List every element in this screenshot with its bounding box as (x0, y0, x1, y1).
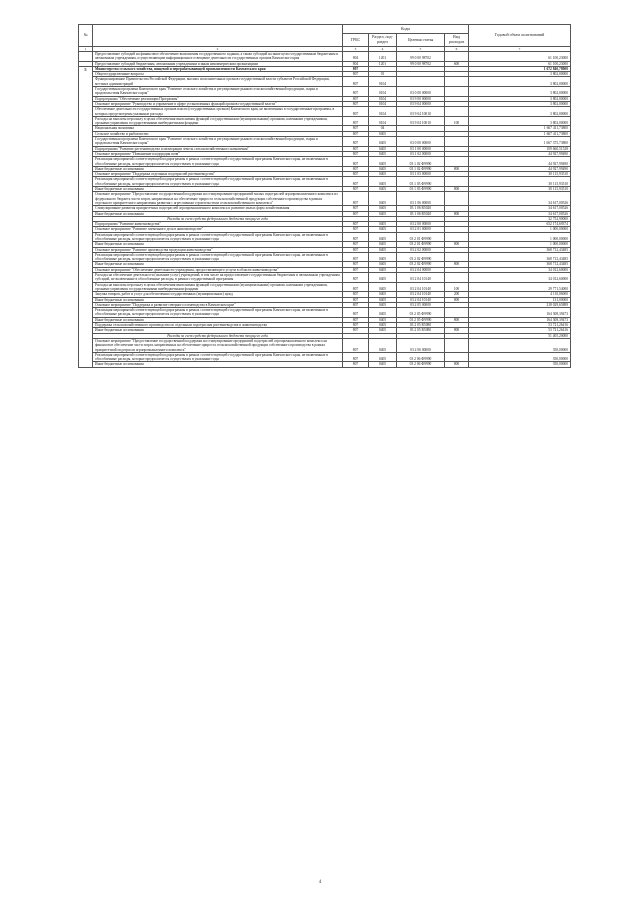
target-article-code: 03 9 04 10010 (397, 116, 445, 126)
expense-name: Иные бюджетные ассигнования (93, 328, 343, 333)
target-article-code: 03 1 03 Ф9990 (397, 177, 445, 187)
expense-name: Основное мероприятие "Развитие племенного дела в животноводстве" (93, 227, 343, 232)
expense-name: Предоставление субсидий на финансовое обеспечение выполнения государственного задания, а также субсидий на иные цели государственным бюджетным и автономным учреждениям, осуществляющим информационное освещение деятельности государственных органов Камчатского края (93, 52, 343, 62)
table-row (79, 338, 571, 352)
expense-type-code (445, 232, 469, 242)
target-article-code: 03 9 00 00000 (397, 96, 445, 101)
expense-name: Расходы на выплаты персоналу в целях обеспечения выполнения функций государственными (муниципальными) органами, казенными учреждениями, органами управления государственными внебюджетными фондами (93, 282, 343, 292)
target-article-code: 03 2 05 R5080 (397, 323, 445, 328)
target-article-code: 03 1 03 Ф9990 (397, 187, 445, 192)
annual-amount: 131,00000 (469, 297, 571, 302)
grbs-code: 804 (343, 52, 369, 62)
target-article-code: 03 2 04 10140 (397, 273, 445, 283)
grbs-code: 807 (343, 206, 369, 211)
expense-name: Иные бюджетные ассигнования (93, 211, 343, 216)
expense-name: Основное мероприятие "Обеспечение деятельности учреждения, предоставляющего услуги в области животноводства" (93, 267, 343, 272)
table-row (79, 177, 571, 187)
target-article-code: 03 2 04 10140 (397, 282, 445, 292)
expense-type-code (445, 192, 469, 206)
table-header (79, 25, 571, 52)
annual-amount: 30 115,93510 (469, 187, 571, 192)
target-article-code: 03 2 01 Ф9990 (397, 242, 445, 247)
column-number: 7 (469, 47, 571, 52)
expense-name: Реализация мероприятий соответствующей подпрограммы в рамках соответствующей государственной программы Камчатского края, не включенные в обособленные расходы, которые предполагается осуществлять в указанные годы (93, 252, 343, 262)
expense-name: Реализация мероприятий соответствующей подпрограммы в рамках соответствующей государственной программы Камчатского края, не включенные в обособленные расходы, которые предполагается осуществлять в указанные годы (93, 352, 343, 362)
grbs-code: 807 (343, 352, 369, 362)
expense-type-code: 200 (445, 292, 469, 297)
expense-type-code (445, 52, 469, 62)
annual-amount: 1 000,00000 (469, 227, 571, 232)
expense-type-code: 800 (445, 297, 469, 302)
expense-name: Национальная экономика (93, 126, 343, 131)
expense-type-code (445, 338, 469, 352)
section-code: 0405 (369, 137, 397, 147)
target-article-code: 03 0 00 00000 (397, 87, 445, 97)
expense-name: Основное мероприятие "Развитие производства продукции животноводства" (93, 247, 343, 252)
section-code: 0405 (369, 297, 397, 302)
grbs-code: 807 (343, 172, 369, 177)
target-article-code: 03 2 01 00000 (397, 227, 445, 232)
expense-type-code: 800 (445, 242, 469, 247)
expense-name: Расходы за счет средств федерального бюджета текущего года (93, 216, 343, 221)
section-code: 0405 (369, 273, 397, 283)
grbs-code: 807 (343, 273, 369, 283)
annual-amount: 29 771,54000 (469, 282, 571, 292)
annual-amount: 30 115,93510 (469, 172, 571, 177)
expense-name: Основное мероприятие "Поддержка и развитие северного оленеводства в Камчатском крае" (93, 302, 343, 307)
section-code: 0104 (369, 77, 397, 87)
target-article-code: 03 2 04 10140 (397, 297, 445, 302)
section-code: 0405 (369, 317, 397, 322)
column-number: 1 (79, 47, 93, 52)
table-row (79, 232, 571, 242)
section-code: 0405 (369, 328, 397, 333)
section-code: 0104 (369, 116, 397, 126)
annual-amount: 350,00000 (469, 352, 571, 362)
expense-type-code (445, 177, 469, 187)
grbs-code: 804 (343, 61, 369, 66)
expense-type-code: 100 (445, 116, 469, 126)
section-code: 0405 (369, 157, 397, 167)
expense-name: Иные бюджетные ассигнования (93, 317, 343, 322)
col-num-header: № (79, 25, 93, 47)
expense-type-code: 600 (445, 61, 469, 66)
section-code: 0405 (369, 242, 397, 247)
grbs-code: 807 (343, 317, 369, 322)
section-code: 0405 (369, 172, 397, 177)
grbs-code: 807 (343, 211, 369, 216)
grbs-code: 807 (343, 166, 369, 171)
expense-name: Подпрограмма "Развитие животноводства" (93, 222, 343, 227)
target-article-code: 03 2 05 00000 (397, 302, 445, 307)
grbs-code: 807 (343, 302, 369, 307)
annual-amount: 61 100,23000 (469, 61, 571, 66)
annual-amount: 34 617,00526 (469, 211, 571, 216)
annual-amount: 1 000,00000 (469, 232, 571, 242)
grbs-code: 807 (343, 177, 369, 187)
annual-amount: 1 000,00000 (469, 242, 571, 247)
annual-amount: 44 927,99490 (469, 157, 571, 167)
annual-amount: 368 712,43485 (469, 262, 571, 267)
grbs-code: 807 (343, 362, 369, 367)
section-code: 0405 (369, 146, 397, 151)
table-body (79, 52, 571, 368)
expense-name: Иные бюджетные ассигнования (93, 187, 343, 192)
expense-name: Основное мероприятие "Руководство и управление в сфере установленных функций органов государственной власти" (93, 101, 343, 106)
target-article-code: 03 2 01 Ф9990 (397, 232, 445, 242)
grbs-code: 807 (343, 101, 369, 106)
expense-name: Стимулирование развития приоритетных подотраслей агропромышленного комплекса и развитие малых форм хозяйствования (93, 206, 343, 211)
section-code: 0405 (369, 222, 397, 227)
target-article-code: 03 2 04 10140 (397, 292, 445, 297)
expense-type-code: 800 (445, 187, 469, 192)
expense-name: Иные бюджетные ассигнования (93, 242, 343, 247)
expense-type-code (445, 273, 469, 283)
section-code: 0405 (369, 151, 397, 156)
budget-table (78, 24, 571, 368)
section-code: 0405 (369, 262, 397, 267)
expense-name: Основное мероприятие "Предоставление государственной поддержки на стимулирование предприятий малых подотраслей агропромышленного комплекса из федерального бюджета части затрат, направленных на обеспечение прироста сельскохозяйственной продукции собственного производства в рамках отдельного приоритетного направления развития с агрессивным строительством сельскохозяйственного комплекса" (93, 192, 343, 206)
column-number: 4 (369, 47, 397, 52)
annual-amount: 44 927,99490 (469, 166, 571, 171)
expense-name: Подпрограмма "Обеспечение реализации Программы" (93, 96, 343, 101)
expense-name: Реализация мероприятий соответствующей подпрограммы в рамках соответствующей государственной программы Камчатского края, не включенные в обособленные расходы, которые предполагается осуществлять в указанные годы (93, 157, 343, 167)
annual-amount: 164 308,39473 (469, 308, 571, 318)
annual-amount: 1 667 411,73800 (469, 126, 571, 131)
expense-type-code (445, 157, 469, 167)
section-code: 0405 (369, 227, 397, 232)
target-article-code: 03 1 03 00000 (397, 172, 445, 177)
table-row (79, 362, 571, 367)
target-article-code: 03 9 04 00000 (397, 101, 445, 106)
grbs-code: 807 (343, 72, 369, 77)
expense-type-code (445, 308, 469, 318)
col-type-header: Вид расходов (445, 34, 469, 47)
table-row (79, 308, 571, 318)
target-article-code: 99 0 00 98702 (397, 52, 445, 62)
expense-name: Иные бюджетные ассигнования (93, 297, 343, 302)
grbs-code: 807 (343, 192, 369, 206)
annual-amount: 1 672 840,78000 (469, 66, 571, 71)
target-article-code: 03 2 06 00000 (397, 338, 445, 352)
expense-type-code: 800 (445, 317, 469, 322)
expense-type-code (445, 77, 469, 87)
expense-name: Закупка товаров, работ и услуг для обеспечения государственных (муниципальных) нужд (93, 292, 343, 297)
expense-name: Предоставление субсидий бюджетным, автономным учреждениям и иным некоммерческим организациям (93, 61, 343, 66)
expense-type-code: 100 (445, 282, 469, 292)
table-row (79, 282, 571, 292)
target-article-code: 03 2 04 00000 (397, 267, 445, 272)
target-article-code (397, 77, 445, 87)
target-article-code: 03 1 02 00000 (397, 151, 445, 156)
target-article-code: 03 2 06 Ф9990 (397, 352, 445, 362)
grbs-code: 807 (343, 126, 369, 131)
section-code: 0405 (369, 338, 397, 352)
grbs-code: 807 (343, 267, 369, 272)
grbs-code: 807 (343, 227, 369, 232)
section-code: 0405 (369, 302, 397, 307)
target-article-code: 03 2 05 R5080 (397, 328, 445, 333)
annual-amount: 34 617,00526 (469, 192, 571, 206)
grbs-code: 807 (343, 297, 369, 302)
expense-name: Поддержка сельскохозяйственного производства по отдельным подотраслям растениеводства и животноводства (93, 323, 343, 328)
table-row (79, 87, 571, 97)
grbs-code: 807 (343, 66, 369, 71)
annual-amount: 61 100,23000 (469, 52, 571, 62)
table-row (79, 137, 571, 147)
grbs-code: 807 (343, 157, 369, 167)
expense-type-code: 800 (445, 362, 469, 367)
target-article-code: 03 2 02 Ф9990 (397, 262, 445, 267)
annual-amount: 44 927,99490 (469, 151, 571, 156)
grbs-code: 807 (343, 87, 369, 97)
table-row (79, 107, 571, 117)
section-code: 0405 (369, 232, 397, 242)
target-article-code: 03 2 00 00000 (397, 222, 445, 227)
grbs-code: 807 (343, 262, 369, 267)
expense-name: Государственная программа Камчатского края "Развитие сельского хозяйства и регулирование рынков сельскохозяйственной продукции, сырья и продовольствия Камчатского края" (93, 87, 343, 97)
table-row (79, 273, 571, 283)
target-article-code: 03 2 02 00000 (397, 247, 445, 252)
annual-amount: 350,00000 (469, 362, 571, 367)
section-code: 1201 (369, 52, 397, 62)
col-target-header: Целевая статья (397, 34, 445, 47)
section-code: 0405 (369, 206, 397, 211)
target-article-code: 03 1 02 Ф9990 (397, 166, 445, 171)
target-article-code: 03 1 02 Ф9990 (397, 157, 445, 167)
table-row (79, 77, 571, 87)
section-code: 0405 (369, 187, 397, 192)
column-number: 2 (93, 47, 343, 52)
annual-amount: 652 174,69374 (469, 222, 571, 227)
expense-name: Обеспечение деятельности государственных органов власти (государственных органов) Камчатского края, не включенных в государственные программы, в которых предусмотрены указанные расходы (93, 107, 343, 117)
expense-type-code: 800 (445, 166, 469, 171)
annual-amount: 164 308,39473 (469, 317, 571, 322)
annual-amount: 51 405,20000 (469, 333, 571, 338)
expense-name: Иные бюджетные ассигнования (93, 362, 343, 367)
target-article-code: 03 1 06 R5020 (397, 211, 445, 216)
expense-name: Функционирование Правительства Российской Федерации, высших исполнительных органов государственной власти субъектов Российской Федерации, местных администраций (93, 77, 343, 87)
annual-amount: 109 660,51528 (469, 146, 571, 151)
grbs-code: 807 (343, 116, 369, 126)
target-article-code: 99 0 00 98702 (397, 61, 445, 66)
col-grbs-header: ГРБС (343, 34, 369, 47)
expense-name: Государственная программа Камчатского края "Развитие сельского хозяйства и регулирование рынков сельскохозяйственной продукции, сырья и продовольствия Камчатского края" (93, 137, 343, 147)
row-number: 5 (79, 66, 93, 367)
codes-header: Коды (343, 25, 469, 34)
section-code: 0104 (369, 107, 397, 117)
section-code: 01 (369, 72, 397, 77)
section-code: 0405 (369, 352, 397, 362)
expense-type-code: 800 (445, 262, 469, 267)
table-row (79, 192, 571, 206)
annual-amount: 3 802,00000 (469, 116, 571, 126)
grbs-code: 807 (343, 232, 369, 242)
grbs-code: 807 (343, 338, 369, 352)
expense-type-code (445, 352, 469, 362)
expense-name: Расходы на обеспечение деятельности (оказание услуг) учреждений, в том числе на предоставление государственным бюджетным и автономным учреждениям субсидий, не включенные в обособленные расходы, в рамках государственной программы (93, 273, 343, 283)
annual-amount: 32 752,90000 (469, 216, 571, 221)
grbs-code: 807 (343, 151, 369, 156)
grbs-code: 807 (343, 137, 369, 147)
expense-name: Иные бюджетные ассигнования (93, 166, 343, 171)
section-code: 0405 (369, 247, 397, 252)
target-article-code: 03 1 00 00000 (397, 146, 445, 151)
annual-amount: 53 721,26416 (469, 323, 571, 328)
expense-type-code (445, 87, 469, 97)
annual-amount: 3 802,00000 (469, 101, 571, 106)
annual-amount: 350,00000 (469, 338, 571, 352)
annual-amount: 53 721,26416 (469, 328, 571, 333)
annual-amount: 30 115,93510 (469, 177, 571, 187)
annual-amount: 3 802,00000 (469, 77, 571, 87)
expense-type-code: 800 (445, 328, 469, 333)
section-code: 0405 (369, 267, 397, 272)
section-code: 04 (369, 126, 397, 131)
section-code: 0405 (369, 177, 397, 187)
annual-amount: 4 110,06000 (469, 292, 571, 297)
expense-name: Реализация мероприятий соответствующей подпрограммы в рамках соответствующей государственной программы Камчатского края, не включенные в обособленные расходы, которые предполагается осуществлять в указанные годы (93, 308, 343, 318)
column-number: 5 (397, 47, 445, 52)
target-article-code: 03 9 04 10010 (397, 107, 445, 117)
target-article-code: 03 1 06 00000 (397, 192, 445, 206)
annual-amount: 3 802,00000 (469, 87, 571, 97)
annual-amount: 368 712,43485 (469, 247, 571, 252)
annual-amount: 34 617,00526 (469, 206, 571, 211)
section-code: 0405 (369, 362, 397, 367)
annual-amount: 1 667 411,73800 (469, 131, 571, 136)
target-article-code: 03 1 06 R5020 (397, 206, 445, 211)
expense-name: Министерство сельского хозяйства, пищевой и перерабатывающей промышленности Камчатского края (93, 66, 343, 71)
section-code: 0104 (369, 87, 397, 97)
grbs-code: 807 (343, 146, 369, 151)
expense-name: Реализация мероприятий соответствующей подпрограммы в рамках соответствующей государственной программы Камчатского края, не включенные в обособленные расходы, которые предполагается осуществлять в указанные годы (93, 232, 343, 242)
expense-name: Иные бюджетные ассигнования (93, 262, 343, 267)
grbs-code: 807 (343, 107, 369, 117)
table-row (79, 157, 571, 167)
page-number: 4 (318, 880, 322, 885)
expense-type-code (445, 107, 469, 117)
annual-amount: 34 012,60000 (469, 267, 571, 272)
annual-amount: 218 029,65889 (469, 302, 571, 307)
row-number (79, 52, 93, 62)
grbs-code: 807 (343, 308, 369, 318)
grbs-code: 807 (343, 242, 369, 247)
grbs-code: 807 (343, 328, 369, 333)
section-code: 0104 (369, 96, 397, 101)
col-amount-header: Годовой объем ассигнований (469, 25, 571, 47)
expense-name: Общегосударственные вопросы (93, 72, 343, 77)
grbs-code: 807 (343, 222, 369, 227)
grbs-code: 807 (343, 96, 369, 101)
table-row (79, 252, 571, 262)
expense-type-code (445, 252, 469, 262)
col-section-header: Раздел, под-раздел (369, 34, 397, 47)
annual-amount: 1 667 375,73800 (469, 137, 571, 147)
grbs-code: 807 (343, 77, 369, 87)
target-article-code: 03 2 05 Ф9990 (397, 308, 445, 318)
target-article-code: 03 2 02 Ф9990 (397, 252, 445, 262)
expense-name: Основное мероприятие "Повышение плодородия почв" (93, 151, 343, 156)
expense-name: Основное мероприятие "Поддержка отдельных подотраслей растениеводства" (93, 172, 343, 177)
expense-name: Реализация мероприятий соответствующей подпрограммы в рамках соответствующей государственной программы Камчатского края, не включенные в обособленные расходы, которые предполагается осуществлять в указанные годы (93, 177, 343, 187)
expense-type-code: 800 (445, 211, 469, 216)
table-row (79, 352, 571, 362)
section-code: 0104 (369, 101, 397, 106)
section-code: 0405 (369, 252, 397, 262)
section-code: 1201 (369, 61, 397, 66)
expense-name: Сельское хозяйство и рыболовство (93, 131, 343, 136)
target-article-code: 03 0 00 00000 (397, 137, 445, 147)
target-article-code: 03 2 06 Ф9990 (397, 362, 445, 367)
column-number: 3 (343, 47, 369, 52)
grbs-code: 807 (343, 187, 369, 192)
section-code: 0405 (369, 308, 397, 318)
section-code: 0405 (369, 292, 397, 297)
grbs-code: 807 (343, 292, 369, 297)
annual-amount: 3 802,00000 (469, 72, 571, 77)
expense-name: Основное мероприятие "Предоставление государственной поддержки на стимулирование предприятий подотраслей агропромышленного комплекса на финансовое обеспечение части затрат, направленных на обеспечение прироста сельскохозяйственной продукции собственного производства в рамках приоритетной подотрасли агропромышленного комплекса" (93, 338, 343, 352)
annual-amount: 34 012,60000 (469, 273, 571, 283)
grbs-code: 807 (343, 131, 369, 136)
annual-amount: 3 802,00000 (469, 107, 571, 117)
grbs-code: 807 (343, 323, 369, 328)
section-code: 0405 (369, 192, 397, 206)
expense-name: Расходы за счет средств федерального бюджета текущего года (93, 333, 343, 338)
expense-name: Подпрограмма "Развитие растениеводства и мелиорации земель сельскохозяйственного назначения" (93, 146, 343, 151)
section-code: 0405 (369, 166, 397, 171)
section-code: 0405 (369, 323, 397, 328)
col-name-header (93, 25, 343, 47)
budget-sheet (78, 24, 570, 368)
grbs-code: 807 (343, 252, 369, 262)
grbs-code: 807 (343, 282, 369, 292)
annual-amount: 368 712,43485 (469, 252, 571, 262)
expense-type-code (445, 137, 469, 147)
expense-name: Расходы на выплаты персоналу в целях обеспечения выполнения функций государственными (муниципальными) органами, казенными учреждениями, органами управления государственными внебюджетными фондами (93, 116, 343, 126)
column-number: 6 (445, 47, 469, 52)
section-code: 0405 (369, 282, 397, 292)
annual-amount: 3 802,00000 (469, 96, 571, 101)
table-row (79, 52, 571, 62)
target-article-code: 03 2 05 Ф9990 (397, 317, 445, 322)
grbs-code: 807 (343, 247, 369, 252)
section-code: 0405 (369, 211, 397, 216)
section-code: 0405 (369, 131, 397, 136)
table-row (79, 116, 571, 126)
